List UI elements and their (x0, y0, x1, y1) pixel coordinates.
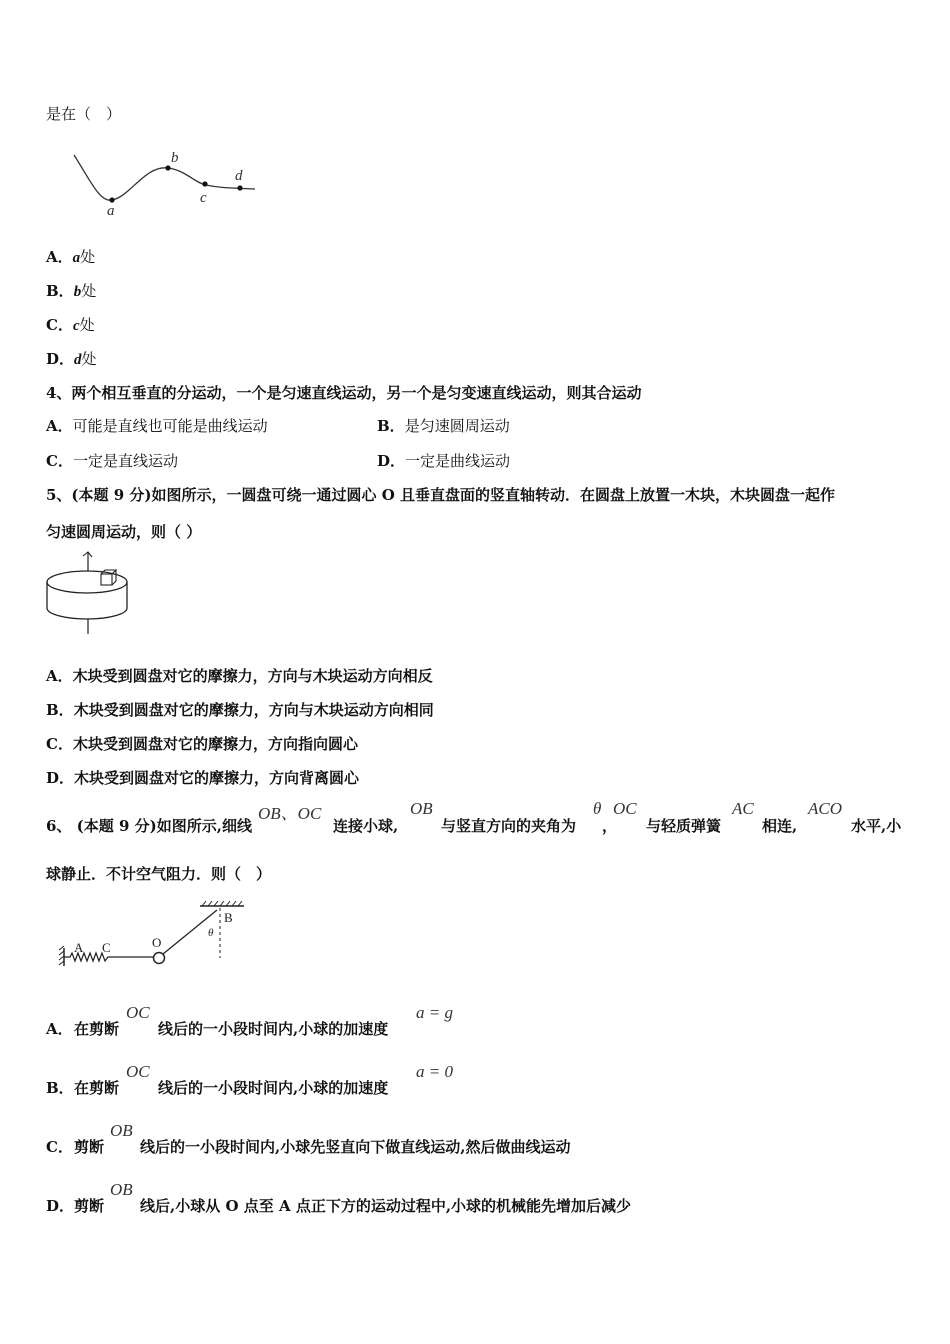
option-key: A． (46, 417, 73, 435)
label-d: d (235, 168, 243, 184)
option-text: 木块受到圆盘对它的摩擦力，方向与木块运动方向相同 (73, 701, 434, 719)
option-pre: 在剪断 (74, 1079, 120, 1097)
option-key: A． (46, 667, 73, 685)
label-theta: θ (208, 927, 214, 939)
q6-math-ob-oc: OB、OC (258, 804, 322, 823)
q3-option-a[interactable] (46, 246, 95, 267)
q6-stem-part4: ， (602, 817, 618, 835)
point-a (109, 197, 114, 202)
option-key: D． (46, 1197, 75, 1215)
q4-option-a[interactable] (46, 415, 268, 436)
option-text: 可能是直线也可能是曲线运动 (72, 417, 268, 435)
label-c: c (200, 190, 207, 206)
q6-option-a[interactable] (46, 1003, 506, 1039)
q3-stem: 是在（ ） (46, 105, 122, 123)
option-math-1: OC (126, 1003, 150, 1022)
q6-stem-part1: 6、 (本题 9 分)如图所示,细线 (46, 817, 252, 835)
option-mid: 线后的一小段时间内,小球的加速度 (158, 1020, 389, 1038)
label-c: C (102, 940, 111, 955)
q3-option-b[interactable] (46, 280, 96, 301)
q5-disc-figure (45, 552, 135, 637)
q5-option-d[interactable] (46, 767, 359, 788)
q4-option-d[interactable] (377, 450, 510, 471)
q6-stem-part6: 相连, (762, 817, 798, 835)
q5-stem-line2: 匀速圆周运动，则（ ） (46, 523, 202, 541)
q6-math-ob: OB (410, 799, 433, 818)
option-text: 木块受到圆盘对它的摩擦力，方向背离圆心 (74, 769, 360, 787)
option-key: B． (46, 282, 74, 300)
option-key: B． (46, 1079, 74, 1097)
q5-stem-line1: 5、(本题 9 分)如图所示，一圆盘可绕一通过圆心 O 且垂直盘面的竖直轴转动．在圆盘上放置一木块，木块圆盘一起作 (46, 486, 836, 504)
q6-math-theta: θ (593, 799, 602, 818)
option-pre: 剪断 (74, 1138, 105, 1156)
label-b: B (224, 910, 233, 925)
q3-option-d[interactable] (46, 348, 97, 369)
option-text: 处 (81, 350, 97, 368)
option-pre: 剪断 (74, 1197, 105, 1215)
option-math-1: OB (110, 1180, 133, 1199)
option-key: A． (46, 1020, 73, 1038)
q6-option-d[interactable] (46, 1180, 706, 1216)
point-d (237, 185, 242, 190)
option-key: B． (46, 701, 74, 719)
q6-math-ac: AC (732, 799, 754, 818)
option-var: d (74, 352, 82, 368)
q4-option-c[interactable] (46, 450, 178, 471)
option-text: 处 (79, 316, 95, 334)
q6-option-c[interactable] (46, 1121, 646, 1157)
label-a: a (107, 203, 115, 219)
q4-option-b[interactable] (377, 415, 510, 436)
option-key: C． (46, 316, 73, 334)
label-b: b (171, 150, 179, 166)
option-mid: 线后,小球从 O 点至 A 点正下方的运动过程中,小球的机械能先增加后减少 (140, 1197, 632, 1215)
q6-stem-part5: 与轻质弹簧 (646, 817, 722, 835)
option-math-2: a = 0 (416, 1062, 453, 1081)
option-key: C． (46, 1138, 73, 1156)
option-text: 木块受到圆盘对它的摩擦力，方向与木块运动方向相反 (72, 667, 433, 685)
q5-option-b[interactable] (46, 699, 434, 720)
q5-option-c[interactable] (46, 733, 358, 754)
option-math-1: OC (126, 1062, 150, 1081)
q6-math-oc: OC (613, 799, 637, 818)
q6-stem-line2: 球静止．不计空气阻力．则（ ） (46, 865, 272, 883)
option-pre: 在剪断 (74, 1020, 120, 1038)
q6-stem-part2: 连接小球, (333, 817, 399, 835)
q6-spring-figure (58, 896, 258, 971)
q6-math-aco: ACO (808, 799, 842, 818)
ball-icon (154, 953, 165, 964)
q4-stem: 4、两个相互垂直的分运动，一个是匀速直线运动，另一个是匀变速直线运动，则其合运动 (46, 384, 642, 402)
option-key: C． (46, 735, 73, 753)
point-c (202, 181, 207, 186)
option-text: 处 (81, 282, 97, 300)
option-var: b (73, 284, 82, 300)
option-key: C． (46, 452, 73, 470)
label-a: A (74, 940, 84, 955)
option-key: A． (46, 248, 73, 266)
option-math-2: a = g (416, 1003, 453, 1022)
option-mid: 线后的一小段时间内,小球先竖直向下做直线运动,然后做曲线运动 (140, 1138, 571, 1156)
option-key: D． (377, 452, 406, 470)
curve (74, 155, 255, 200)
option-text: 处 (80, 248, 96, 266)
option-var: a (72, 250, 81, 266)
option-key: D． (46, 769, 75, 787)
q5-option-a[interactable] (46, 665, 433, 686)
q3-option-c[interactable] (46, 314, 95, 335)
option-text: 木块受到圆盘对它的摩擦力，方向指向圆心 (72, 735, 358, 753)
q6-stem-part3: 与竖直方向的夹角为 (441, 817, 577, 835)
option-key: B． (377, 417, 405, 435)
option-math-1: OB (110, 1121, 133, 1140)
option-text: 是匀速圆周运动 (404, 417, 510, 435)
option-mid: 线后的一小段时间内,小球的加速度 (158, 1079, 389, 1097)
q6-stem-part7: 水平,小 (851, 817, 902, 835)
q3-curve-figure (70, 145, 260, 220)
option-text: 一定是直线运动 (72, 452, 178, 470)
option-var: c (72, 318, 80, 334)
label-o: O (152, 935, 162, 950)
option-text: 一定是曲线运动 (405, 452, 511, 470)
point-b (165, 165, 170, 170)
option-key: D． (46, 350, 75, 368)
q6-option-b[interactable] (46, 1062, 506, 1098)
